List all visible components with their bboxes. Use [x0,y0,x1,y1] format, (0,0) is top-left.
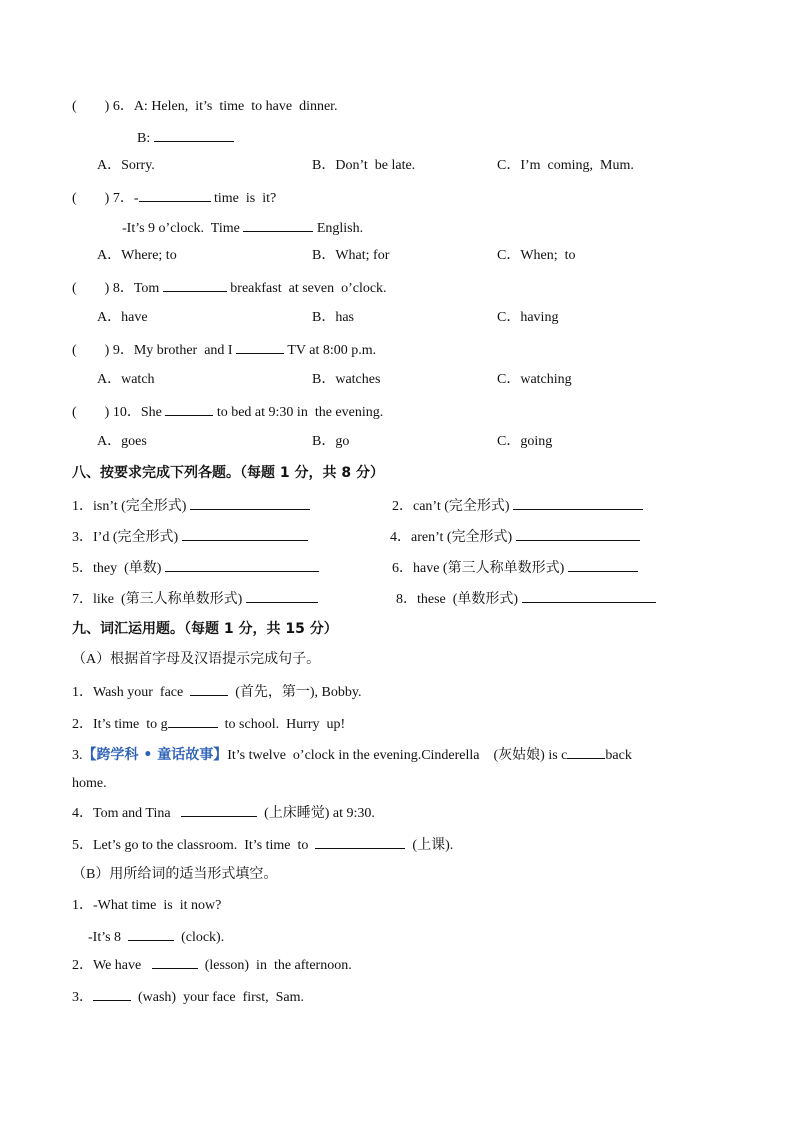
q10-option-b[interactable]: B．go [312,434,350,449]
s9-b-item-2-blank[interactable] [152,955,198,969]
q10-stem-end: to bed at 9:30 in the evening. [213,405,384,420]
q9-option-a[interactable]: A．watch [97,372,155,387]
s9-b-item-2-text: 2．We have [72,958,152,973]
s9-a-item-4 [72,803,375,823]
s8-item-1-blank[interactable] [190,496,310,510]
s9-b-item-2-hint: (lesson) in the afternoon. [197,958,352,973]
s9-a-item-1 [72,682,362,702]
q6-stem: ( ) 6．A: Helen, it’s time to have dinner. [72,99,338,114]
s9-a-item-3-num: 3. [72,748,83,763]
s8-item-3-label: 3．I’d (完全形式) [72,530,182,545]
s9-a-item-3-blank[interactable] [567,745,605,759]
q7-option-c[interactable]: C．When; to [497,248,576,263]
s8-item-8-label: 8．these (单数形式) [396,592,522,607]
q6-answer-blank[interactable] [154,128,234,142]
s9-b-item-2 [72,955,352,975]
s9-part-b-heading: （B）用所给词的适当形式填空。 [72,867,278,882]
q6-option-c[interactable]: C．I’m coming, Mum. [497,158,634,173]
s9-a-item-4-blank[interactable] [181,803,257,817]
q6-option-b[interactable]: B．Don’t be late. [312,158,416,173]
s9-b-item-3-hint: (wash) your face first, Sam. [131,990,305,1005]
s8-item-7 [72,589,318,609]
s8-item-5 [72,558,319,578]
s8-item-4 [390,527,640,547]
s9-a-item-2-blank[interactable] [168,714,218,728]
s9-a-item-4-hint: (上床睡觉) at 9:30. [257,806,375,821]
s8-item-5-label: 5．they (单数) [72,561,165,576]
q6-b-line [137,128,234,148]
q7-line2-a: -It’s 9 o’clock. Time [122,221,244,236]
q7-blank-2[interactable] [243,218,313,232]
q9-stem [72,340,376,360]
q7-line2-b: English. [313,221,364,236]
s9-a-item-5-blank[interactable] [315,835,405,849]
q8-option-b[interactable]: B．has [312,310,354,325]
section9-heading: 九、词汇运用题。（每题 1 分，共 15 分） [72,621,338,637]
s9-b-item-1-blank[interactable] [128,927,174,941]
q7-stem-end: time is it? [210,191,277,206]
s9-b-item-3 [72,987,304,1007]
s9-a-item-2 [72,714,345,734]
q9-blank[interactable] [236,340,284,354]
s8-item-7-label: 7．like (第三人称单数形式) [72,592,246,607]
s9-b-item-1: 1．-What time is it now? [72,898,222,913]
section8-heading: 八、按要求完成下列各题。（每题 1 分，共 8 分） [72,465,384,481]
s9-a-item-2-text: 2．It’s time to g [72,717,168,732]
s9-a-item-3-text: It’s twelve o’clock in the evening.Cinderella (灰姑娘) is c [227,748,568,763]
q8-stem-end: breakfast at seven o’clock. [226,281,387,296]
s8-item-8 [396,589,656,609]
q7-num: ( ) 7．- [72,191,139,206]
q10-option-c[interactable]: C．going [497,434,553,449]
q8-option-a[interactable]: A．have [97,310,148,325]
q6-option-a[interactable]: A．Sorry. [97,158,155,173]
s9-b-item-1-hint: (clock). [174,930,225,945]
s9-b-item-1-answer [88,927,224,947]
q9-option-c[interactable]: C．watching [497,372,572,387]
s8-item-2-blank[interactable] [513,496,643,510]
q7-line2 [122,218,363,238]
q8-num: ( ) 8．Tom [72,281,163,296]
s8-item-4-blank[interactable] [516,527,640,541]
s8-item-6-blank[interactable] [568,558,638,572]
s8-item-1 [72,496,310,516]
s9-a-item-3 [72,745,632,765]
s9-part-a-heading: （A）根据首字母及汉语提示完成句子。 [72,652,321,667]
s8-item-6 [392,558,638,578]
s8-item-1-label: 1．isn’t (完全形式) [72,499,190,514]
s8-item-7-blank[interactable] [246,589,318,603]
s8-item-8-blank[interactable] [522,589,656,603]
s9-a-item-1-blank[interactable] [190,682,228,696]
q10-stem [72,402,383,422]
s9-a-item-2-end: to school. Hurry up! [217,717,346,732]
s8-item-2 [392,496,643,516]
q10-option-a[interactable]: A．goes [97,434,147,449]
s8-item-3-blank[interactable] [182,527,308,541]
s9-a-item-3-cont: home. [72,776,107,791]
s9-a-item-1-text: 1．Wash your face [72,685,191,700]
s9-a-item-5 [72,835,453,855]
s9-b-item-1-text: -It’s 8 [88,930,129,945]
q8-blank[interactable] [163,278,227,292]
q9-stem-end: TV at 8:00 p.m. [284,343,377,358]
q7-blank-1[interactable] [139,188,211,202]
interdisciplinary-tag: 【跨学科 • 童话故事】 [82,747,228,763]
s9-b-item-3-blank[interactable] [93,987,131,1001]
s9-a-item-3-end: back [605,748,632,763]
q7-option-b[interactable]: B．What; for [312,248,390,263]
s8-item-2-label: 2．can’t (完全形式) [392,499,514,514]
s9-a-item-4-text: 4．Tom and Tina [72,806,182,821]
q8-stem [72,278,387,298]
q6-b-label: B: [137,131,154,146]
s9-a-item-5-text: 5．Let’s go to the classroom. It’s time to [72,838,316,853]
s9-b-item-3-num: 3． [72,990,93,1005]
q8-option-c[interactable]: C．having [497,310,559,325]
q9-num: ( ) 9．My brother and I [72,343,237,358]
q10-blank[interactable] [165,402,213,416]
s9-a-item-5-hint: (上课). [405,838,454,853]
s8-item-6-label: 6．have (第三人称单数形式) [392,561,568,576]
q7-stem [72,188,276,208]
q9-option-b[interactable]: B．watches [312,372,381,387]
s8-item-5-blank[interactable] [165,558,319,572]
s8-item-3 [72,527,308,547]
s8-item-4-label: 4．aren’t (完全形式) [390,530,516,545]
q10-num: ( ) 10．She [72,405,166,420]
s9-a-item-1-hint: (首先，第一), Bobby. [228,685,362,700]
q7-option-a[interactable]: A．Where; to [97,248,177,263]
